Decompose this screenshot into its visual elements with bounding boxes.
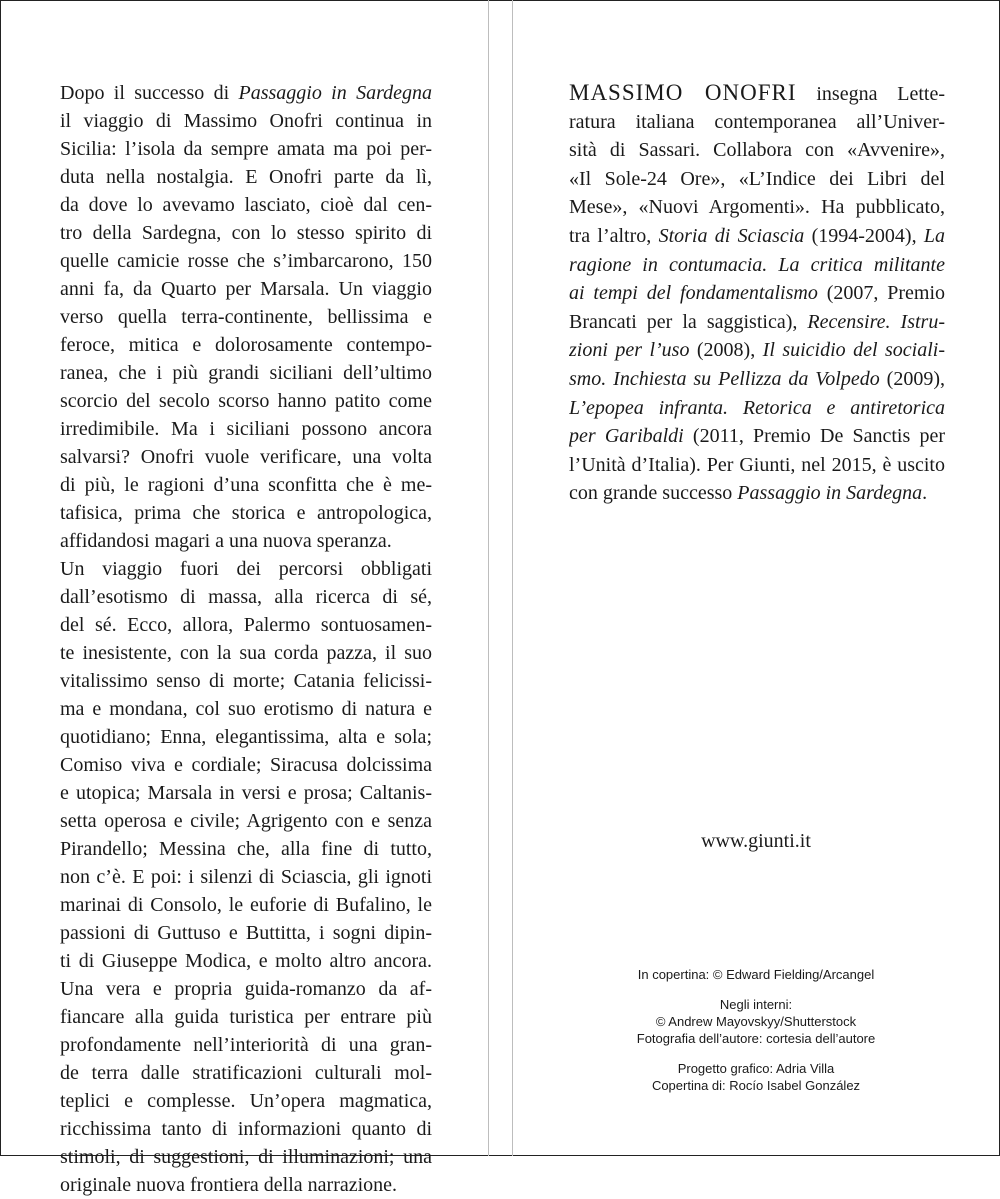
text-run: anni fa, da Quarto per Marsala. Un viaggio	[60, 278, 432, 300]
blurb-line	[60, 1115, 432, 1143]
bio-line	[569, 136, 945, 165]
text-run: tra l’altro,	[569, 224, 659, 247]
blurb-line	[60, 779, 432, 807]
bio-line	[569, 365, 945, 394]
text-run: setta operosa e civile; Agrigento con e senza	[60, 810, 432, 832]
bio-line	[569, 451, 945, 480]
bio-line	[569, 279, 945, 308]
italic-title: Il suicidio del sociali-	[762, 339, 945, 362]
blurb-line	[60, 695, 432, 723]
text-run: Una vera e propria guida-romanzo da af-	[60, 978, 432, 1000]
text-run: del sé. Ecco, allora, Palermo sontuosamen-	[60, 614, 432, 636]
text-run: ti di Giuseppe Modica, e molto altro ancora.	[60, 950, 432, 972]
blurb-line	[60, 415, 432, 443]
image-credits	[512, 966, 1000, 1107]
blurb-line	[60, 527, 432, 555]
bio-line	[569, 193, 945, 222]
italic-title: ai tempi del fondamentalismo	[569, 282, 818, 305]
italic-title: L’epopea infranta. Retorica e antiretorica	[569, 396, 945, 419]
blurb-line	[60, 919, 432, 947]
text-run: sità di Sassari. Collabora con «Avvenire»,	[569, 139, 945, 162]
credit-line: © Andrew Mayovskyy/Shutterstock	[655, 1014, 857, 1029]
text-run: salvarsi? Onofri vuole verificare, una volta	[60, 446, 432, 468]
blurb-line	[60, 1031, 432, 1059]
blurb-line	[60, 191, 432, 219]
italic-title: Storia di Sciascia	[658, 224, 805, 247]
blurb-line	[60, 359, 432, 387]
fold-line-left	[488, 0, 489, 1156]
text-run: (2007, Premio	[817, 282, 945, 305]
italic-title: per Garibaldi	[569, 425, 684, 448]
text-run: insegna Lette-	[796, 83, 945, 105]
blurb-line	[60, 163, 432, 191]
text-run: da dove lo avevamo lasciato, cioè dal cen-	[60, 194, 432, 216]
italic-title: zioni per l’uso	[569, 339, 690, 362]
publisher-website: www.giunti.it	[701, 830, 811, 852]
credit-line: Fotografia dell’autore: cortesia dell’autore	[636, 1031, 876, 1046]
blurb-line	[60, 247, 432, 275]
text-run: di più, le ragioni d’una sconfitta che è me-	[60, 474, 432, 496]
text-run: Brancati per la saggistica),	[569, 310, 808, 333]
blurb-line	[60, 1171, 432, 1199]
blurb-line	[60, 975, 432, 1003]
blurb-line	[60, 1143, 432, 1171]
bio-line	[569, 222, 945, 251]
author-name: MASSIMO ONOFRI	[569, 80, 797, 105]
text-run: feroce, mitica e dolorosamente contempo-	[60, 334, 432, 356]
italic-title: Passaggio in Sardegna	[737, 482, 923, 505]
text-run: verso quella terra-continente, bellissima e	[60, 306, 432, 328]
blurb-line	[60, 331, 432, 359]
text-run: irredimibile. Ma i siciliani possono ancora	[60, 418, 432, 440]
blurb-line	[60, 947, 432, 975]
blurb-line	[60, 107, 432, 135]
text-run: (1994-2004),	[804, 224, 924, 247]
text-run: marinai di Consolo, le euforie di Bufalino, le	[60, 894, 432, 916]
italic-title: Passaggio in Sardegna	[238, 82, 432, 104]
italic-title: smo. Inchiesta su Pellizza da Volpedo	[569, 367, 880, 390]
bio-line	[569, 336, 945, 365]
text-run: quotidiano; Enna, elegantissima, alta e sola;	[60, 726, 432, 748]
text-run: dall’esotismo di massa, alla ricerca di sé,	[60, 586, 432, 608]
blurb-line	[60, 555, 432, 583]
text-run: ma e mondana, col suo erotismo di natura e	[60, 698, 432, 720]
blurb-line	[60, 79, 432, 107]
blurb-line	[60, 471, 432, 499]
blurb-line	[60, 723, 432, 751]
text-run: vitalissimo senso di morte; Catania felicissi-	[60, 670, 432, 692]
text-run: de terra dalle stratificazioni culturali mol-	[60, 1062, 432, 1084]
blurb-line	[60, 583, 432, 611]
text-run: ricchissima tanto di informazioni quanto di	[60, 1118, 432, 1140]
credit-block	[512, 996, 1000, 1047]
text-run: (2009),	[879, 367, 945, 390]
text-run: Dopo il successo di	[60, 82, 239, 104]
text-run: stimoli, di suggestioni, di illuminazioni; una	[60, 1146, 432, 1168]
blurb-line	[60, 891, 432, 919]
italic-title: ragione in contumacia. La critica militante	[569, 253, 945, 276]
blurb-line	[60, 1087, 432, 1115]
text-run: Mese», «Nuovi Argomenti». Ha pubblicato,	[569, 196, 945, 219]
blurb-line	[60, 387, 432, 415]
text-run: ratura italiana contemporanea all’Univer-	[569, 110, 945, 133]
blurb-line	[60, 667, 432, 695]
credit-line: Progetto grafico: Adria Villa	[677, 1061, 835, 1076]
blurb-line	[60, 835, 432, 863]
blurb-line	[60, 807, 432, 835]
text-run: non c’è. E poi: i silenzi di Sciascia, gli ignoti	[60, 866, 432, 888]
text-run: tro della Sardegna, con lo stesso spirito di	[60, 222, 432, 244]
credit-line: Negli interni:	[719, 997, 793, 1012]
text-run: Pirandello; Messina che, alla fine di tutto,	[60, 838, 432, 860]
blurb-line	[60, 611, 432, 639]
text-run: passioni di Guttuso e Buttitta, i sogni dipin-	[60, 922, 432, 944]
text-run: Un viaggio fuori dei percorsi obbligati	[60, 558, 432, 580]
blurb-line	[60, 863, 432, 891]
blurb-line	[60, 219, 432, 247]
text-run: teplici e complesse. Un’opera magmatica,	[60, 1090, 432, 1112]
text-run: te inesistente, con la sua corda pazza, il suo	[60, 642, 432, 664]
bio-line	[569, 251, 945, 280]
text-run: duta nella nostalgia. E Onofri parte da lì,	[60, 166, 432, 188]
text-run: profondamente nell’interiorità di una gran-	[60, 1034, 432, 1056]
text-run: «Il Sole-24 Ore», «L’Indice dei Libri del	[569, 167, 945, 190]
author-bio	[569, 79, 945, 508]
text-run: ranea, che i più grandi siciliani dell’ultimo	[60, 362, 432, 384]
bio-line	[569, 422, 945, 451]
text-run: Sicilia: l’isola da sempre amata ma poi per-	[60, 138, 432, 160]
bio-line	[569, 308, 945, 337]
italic-title: La	[923, 224, 945, 247]
blurb-line	[60, 443, 432, 471]
blurb-line	[60, 1003, 432, 1031]
text-run: .	[922, 482, 928, 505]
text-run: e utopica; Marsala in versi e prosa; Caltanis-	[60, 782, 432, 804]
credit-line: In copertina: © Edward Fielding/Arcangel	[637, 967, 875, 982]
text-run: (2011, Premio De Sanctis per	[683, 425, 945, 448]
bio-line	[569, 108, 945, 137]
credit-block	[512, 966, 1000, 983]
blurb-line	[60, 751, 432, 779]
text-run: il viaggio di Massimo Onofri continua in	[60, 110, 432, 132]
text-run: affidandosi magari a una nuova speranza.	[60, 530, 392, 552]
bio-line	[569, 79, 945, 108]
bio-line	[569, 394, 945, 423]
bio-line	[569, 479, 945, 508]
blurb-line	[60, 275, 432, 303]
italic-title: Recensire. Istru-	[807, 310, 945, 333]
text-run: quelle camicie rosse che s’imbarcarono, 150	[60, 250, 432, 272]
text-run: l’Unità d’Italia). Per Giunti, nel 2015, è uscito	[569, 453, 945, 476]
text-run: tafisica, prima che storica e antropologica,	[60, 502, 432, 524]
text-run: originale nuova frontiera della narrazione.	[60, 1174, 398, 1196]
text-run: con grande successo	[569, 482, 738, 505]
text-run: fiancare alla guida turistica per entrare più	[60, 1006, 432, 1028]
blurb-line	[60, 135, 432, 163]
text-run: (2008),	[689, 339, 763, 362]
blurb-line	[60, 639, 432, 667]
text-run: scorcio del secolo scorso hanno patito come	[60, 390, 432, 412]
blurb-text	[60, 79, 432, 1199]
blurb-line	[60, 1059, 432, 1087]
text-run: Comiso viva e cordiale; Siracusa dolcissima	[60, 754, 432, 776]
bio-line	[569, 165, 945, 194]
credit-line: Copertina di: Rocío Isabel González	[651, 1078, 861, 1093]
credit-block	[512, 1060, 1000, 1094]
blurb-line	[60, 303, 432, 331]
blurb-line	[60, 499, 432, 527]
